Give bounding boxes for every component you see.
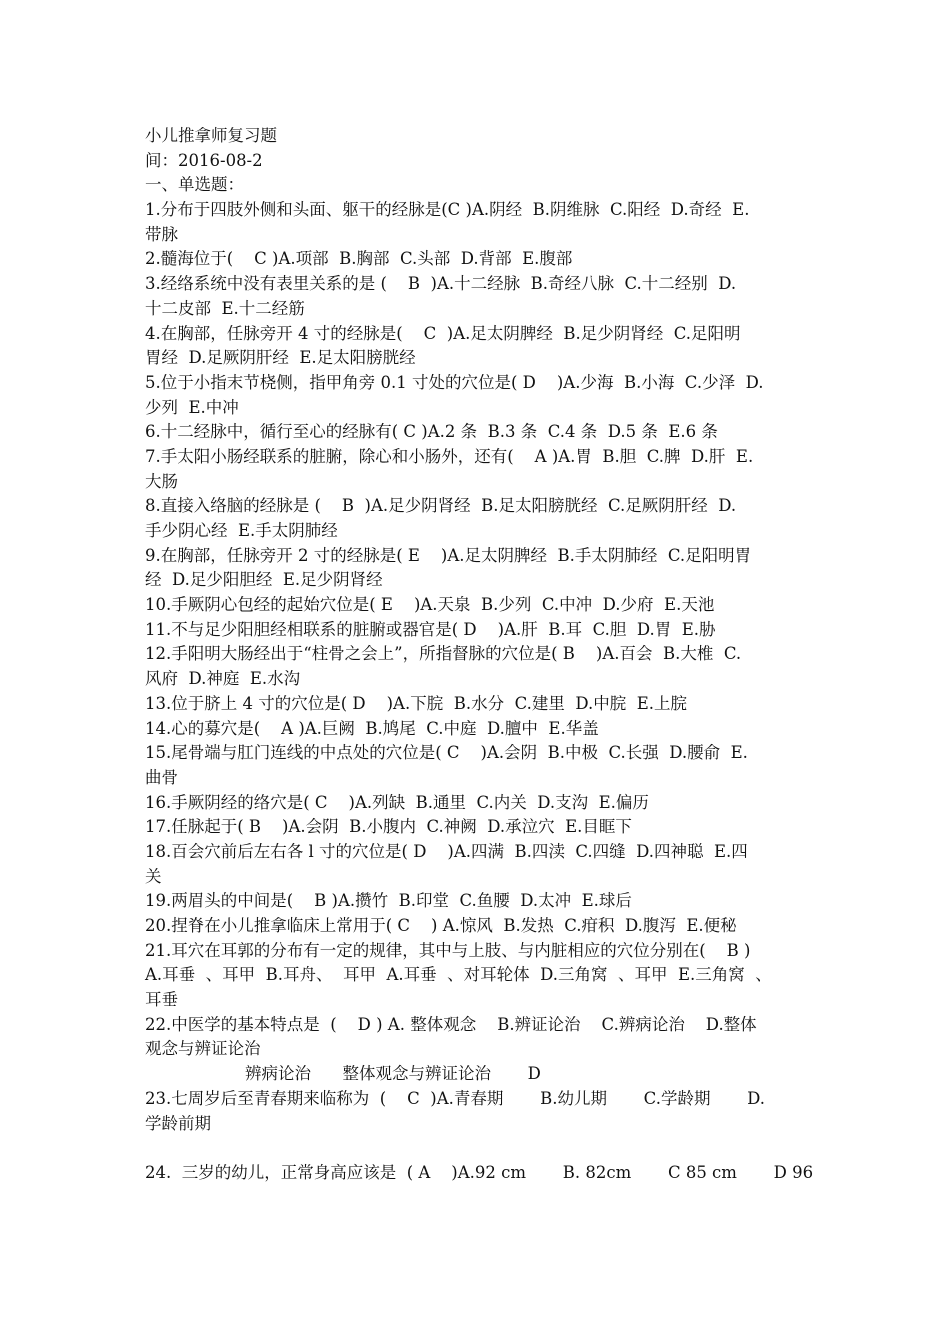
text-line: 24. 三岁的幼儿，正常身高应该是 ( A )A.92 cm B. 82cm C 85 cm D 96 (145, 1162, 814, 1182)
text-line: 2.髓海位于( C )A.项部 B.胸部 C.头部 D.背部 E.腹部 (145, 249, 573, 269)
text-line: 18.百会穴前后左右各 l 寸的穴位是( D )A.四满 B.四渎 C.四缝 D.四神聪 E.四 (145, 841, 748, 861)
text-line: 15.尾骨端与肛门连线的中点处的穴位是( C )A.会阴 B.中极 C.长强 D.腰俞 E. (145, 743, 748, 763)
text-line: 耳垂 (145, 990, 178, 1010)
text-line: 胃经 D.足厥阴肝经 E.足太阳膀胱经 (145, 348, 416, 368)
text-line: 20.捏脊在小儿推拿临床上常用于( C ) A.惊风 B.发热 C.疳积 D.腹泻 E.便秘 (145, 916, 737, 935)
text-line: 19.两眉头的中间是( B )A.攒竹 B.印堂 C.鱼腰 D.太冲 E.球后 (145, 891, 632, 911)
text-line: 1.分布于四肢外侧和头面、躯干的经脉是(C )A.阴经 B.阴维脉 C.阳经 D.奇经 E. (145, 200, 750, 220)
blank-line (145, 1136, 810, 1161)
text-line: 7.手太阳小肠经联系的脏腑，除心和小肠外，还有( A )A.胃 B.胆 C.脾 D.肝 E. (145, 446, 754, 466)
section-heading: 一、单选题： (145, 175, 244, 195)
text-line: 17.任脉起于( B )A.会阴 B.小腹内 C.神阙 D.承泣穴 E.目眶下 (145, 817, 632, 837)
text-line: 十二皮部 E.十二经筋 (145, 298, 305, 318)
text-line: 22.中医学的基本特点是 ( D ) A. 整体观念 B.辨证论治 C.辨病论治 D.整体 (145, 1014, 757, 1034)
text-line: 5.位于小指末节桡侧，指甲角旁 0.1 寸处的穴位是( D )A.少海 B.小海 C.少泽 D. (145, 372, 764, 392)
text-line: 辨病论治 整体观念与辨证论治 D (245, 1064, 541, 1084)
document-page (145, 124, 814, 1186)
text-line: 学龄前期 (145, 1113, 211, 1133)
text-line: 21.耳穴在耳郭的分布有一定的规律，其中与上肢、与内脏相应的穴位分别在( B ) (145, 940, 751, 960)
text-line: 观念与辨证论治 (145, 1039, 261, 1059)
text-line: 少列 E.中冲 (145, 397, 239, 417)
document-title: 小儿推拿师复习题 (145, 126, 277, 145)
text-line: 6.十二经脉中，循行至心的经脉有( C )A.2 条 B.3 条 C.4 条 D.5 条 E.6 条 (145, 422, 718, 442)
text-line: A.耳垂 、耳甲 B.耳舟、 耳甲 A.耳垂 、对耳轮体 D.三角窝 、耳甲 E.三角窝 、 (145, 965, 772, 985)
text-line: 10.手厥阴心包经的起始穴位是( E )A.天泉 B.少列 C.中冲 D.少府 E.天池 (145, 595, 715, 615)
text-line: 11.不与足少阳胆经相联系的脏腑或器官是( D )A.肝 B.耳 C.胆 D.胃 E.胁 (145, 619, 716, 639)
text-line: 14.心的募穴是( A )A.巨阙 B.鸠尾 C.中庭 D.膻中 E.华盖 (145, 718, 599, 738)
text-line: 13.位于脐上 4 寸的穴位是( D )A.下脘 B.水分 C.建里 D.中脘 E.上脘 (145, 693, 688, 713)
text-line: 带脉 (145, 224, 178, 244)
text-line: 关 (145, 866, 162, 886)
question-list-continued (145, 1087, 810, 1136)
text-line: 4.在胸部，任脉旁开 4 寸的经脉是( C )A.足太阴脾经 B.足少阴肾经 C.足阳明 (145, 323, 741, 343)
text-line: 23.七周岁后至青春期来临称为 ( C )A.青春期 B.幼儿期 C.学龄期 D. (145, 1088, 766, 1108)
text-line: 曲骨 (145, 767, 178, 787)
text-line: 大肠 (145, 471, 178, 491)
date-line: 间：2016-08-2 (145, 150, 263, 170)
text-line: 9.在胸部，任脉旁开 2 寸的经脉是( E )A.足太阴脾经 B.手太阴肺经 C.足阳明胃 (145, 545, 752, 565)
text-line: 经 D.足少阳胆经 E.足少阴肾经 (145, 570, 383, 590)
question-list (145, 198, 810, 1062)
text-line: 16.手厥阴经的络穴是( C )A.列缺 B.通里 C.内关 D.支沟 E.偏历 (145, 792, 649, 812)
text-line: 12.手阳明大肠经出于“柱骨之会上”，所指督脉的穴位是( B )A.百会 B.大椎 C. (145, 644, 742, 664)
text-line: 8.直接入络脑的经脉是 ( B )A.足少阴肾经 B.足太阳膀胱经 C.足厥阴肝经 D. (145, 496, 737, 516)
text-line: 手少阴心经 E.手太阴肺经 (145, 521, 338, 540)
text-line: 风府 D.神庭 E.水沟 (145, 669, 301, 689)
text-line: 3.经络系统中没有表里关系的是 ( B )A.十二经脉 B.奇经八脉 C.十二经别 D. (145, 274, 737, 294)
